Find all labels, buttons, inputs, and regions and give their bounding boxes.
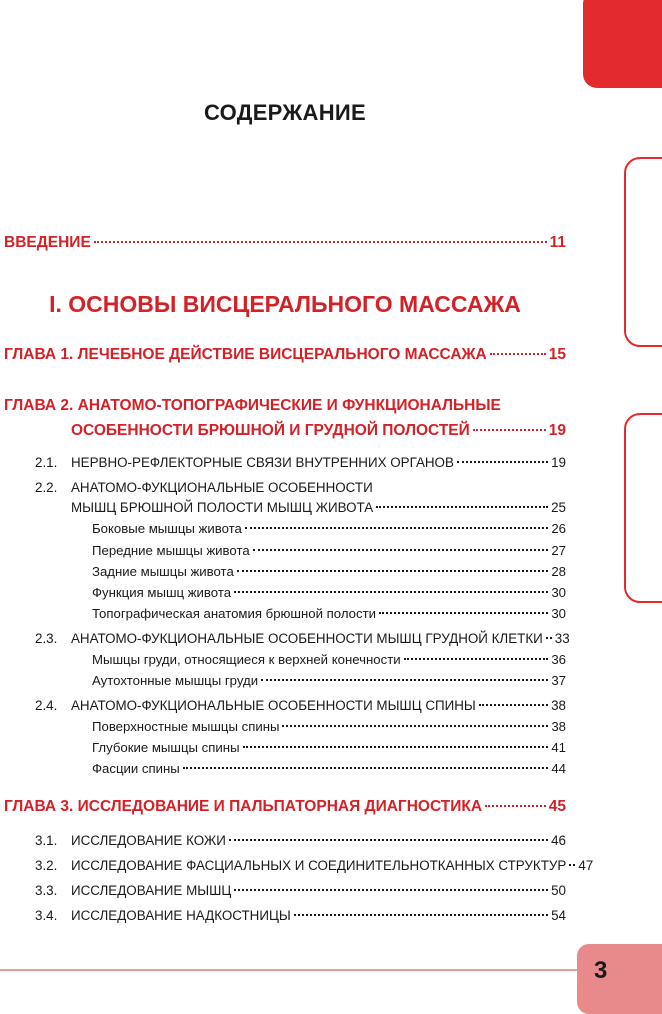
- toc-page: 25: [551, 500, 566, 515]
- toc-entry-subsection[interactable]: [92, 521, 566, 536]
- toc-page: 38: [551, 719, 566, 734]
- dot-leader: [94, 241, 547, 243]
- chapter-2-title-line1[interactable]: ГЛАВА 2. АНАТОМО-ТОПОГРАФИЧЕСКИЕ И ФУНКЦИОНАЛЬНЫЕ: [4, 397, 501, 414]
- toc-page: 15: [548, 346, 566, 363]
- toc-entry-subsection[interactable]: [92, 543, 566, 558]
- toc-page: 19: [551, 455, 566, 470]
- toc-entry-section-3-2[interactable]: [71, 858, 594, 873]
- toc-entry-subsection[interactable]: [92, 585, 566, 600]
- toc-page: 36: [551, 652, 566, 667]
- dot-leader: [237, 570, 549, 572]
- toc-entry-intro[interactable]: [4, 234, 566, 252]
- dot-leader: [379, 612, 548, 614]
- dot-leader: [473, 429, 546, 431]
- toc-entry-subsection[interactable]: [92, 719, 566, 734]
- toc-page: 27: [551, 543, 566, 558]
- toc-page: 47: [578, 858, 594, 873]
- toc-page: 26: [551, 521, 566, 536]
- part-title: I. ОСНОВЫ ВИСЦЕРАЛЬНОГО МАССАЖА: [49, 291, 521, 317]
- dot-leader: [376, 506, 548, 508]
- toc-entry-subsection[interactable]: [92, 740, 566, 755]
- page-number: 3: [594, 957, 608, 984]
- toc-entry-chapter-1[interactable]: [4, 346, 566, 364]
- section-number: 2.4.: [35, 698, 58, 713]
- toc-label: Функция мышц живота: [92, 585, 232, 600]
- dot-leader: [490, 353, 546, 355]
- dot-leader: [282, 725, 548, 727]
- page-number-tab: [577, 944, 662, 1014]
- toc-entry-subsection[interactable]: [92, 761, 566, 776]
- toc-label: НЕРВНО-РЕФЛЕКТОРНЫЕ СВЯЗИ ВНУТРЕННИХ ОРГАНОВ: [71, 455, 454, 470]
- dot-leader: [457, 461, 548, 463]
- section-number: 3.2.: [35, 858, 58, 873]
- toc-label: Фасции спины: [92, 761, 180, 776]
- toc-label: ИССЛЕДОВАНИЕ НАДКОСТНИЦЫ: [71, 908, 291, 923]
- section-number: 3.3.: [35, 883, 58, 898]
- dot-leader: [229, 839, 548, 841]
- toc-entry-section-2-2[interactable]: [71, 500, 566, 515]
- toc-entry-subsection[interactable]: [92, 652, 566, 667]
- toc-label: Мышцы груди, относящиеся к верхней конечности: [92, 652, 401, 667]
- dot-leader: [234, 591, 548, 593]
- toc-entry-section-2-3[interactable]: [71, 631, 570, 646]
- toc-label: Задние мышцы живота: [92, 564, 234, 579]
- toc-label: ИССЛЕДОВАНИЕ МЫШЦ: [71, 883, 232, 898]
- toc-label: Передние мышцы живота: [92, 543, 250, 558]
- toc-page: 33: [554, 631, 570, 646]
- section-number: 2.3.: [35, 631, 58, 646]
- toc-entry-section-2-4[interactable]: [71, 698, 566, 713]
- toc-label: ИССЛЕДОВАНИЕ ФАСЦИАЛЬНЫХ И СОЕДИНИТЕЛЬНОТКАННЫХ СТРУКТУР: [71, 858, 567, 873]
- toc-entry-section-2-1[interactable]: [71, 455, 566, 470]
- side-tab-lower: [624, 413, 662, 603]
- dot-leader: [183, 767, 549, 769]
- toc-label: Топографическая анатомия брюшной полости: [92, 606, 377, 621]
- toc-label: МЫШЦ БРЮШНОЙ ПОЛОСТИ МЫШЦ ЖИВОТА: [71, 500, 374, 515]
- toc-page: 30: [551, 606, 566, 621]
- dot-leader: [261, 679, 548, 681]
- toc-page: 19: [548, 422, 566, 439]
- toc-page: 50: [551, 883, 566, 898]
- footer-rule: [0, 969, 600, 971]
- toc-label: ГЛАВА 3. ИССЛЕДОВАНИЕ И ПАЛЬПАТОРНАЯ ДИАГНОСТИКА: [4, 798, 483, 815]
- toc-label: Глубокие мышцы спины: [92, 740, 240, 755]
- toc-entry-chapter-3[interactable]: [4, 798, 566, 816]
- section-number: 3.4.: [35, 908, 58, 923]
- toc-page: 46: [551, 833, 566, 848]
- toc-label: АНАТОМО-ФУКЦИОНАЛЬНЫЕ ОСОБЕННОСТИ МЫШЦ СПИНЫ: [71, 698, 476, 713]
- toc-page: 11: [549, 234, 566, 251]
- dot-leader: [234, 889, 548, 891]
- toc-label: ГЛАВА 1. ЛЕЧЕБНОЕ ДЕЙСТВИЕ ВИСЦЕРАЛЬНОГО МАССАЖА: [4, 346, 487, 363]
- toc-entry-subsection[interactable]: [92, 564, 566, 579]
- section-number: 2.2.: [35, 480, 58, 495]
- toc-label: ИССЛЕДОВАНИЕ КОЖИ: [71, 833, 226, 848]
- dot-leader: [569, 864, 575, 866]
- dot-leader: [253, 549, 549, 551]
- dot-leader: [404, 658, 549, 660]
- toc-entry-subsection[interactable]: [92, 606, 566, 621]
- toc-label: Поверхностные мышцы спины: [92, 719, 280, 734]
- section-number: 3.1.: [35, 833, 58, 848]
- toc-page: 54: [551, 908, 566, 923]
- toc-label: АНАТОМО-ФУКЦИОНАЛЬНЫЕ ОСОБЕННОСТИ МЫШЦ ГРУДНОЙ КЛЕТКИ: [71, 631, 543, 646]
- dot-leader: [485, 805, 546, 807]
- section-number: 2.1.: [35, 455, 58, 470]
- toc-entry-chapter-2[interactable]: [71, 422, 566, 440]
- page-title: СОДЕРЖАНИЕ: [203, 100, 367, 125]
- dot-leader: [546, 637, 552, 639]
- toc-label: Аутохтонные мышцы груди: [92, 673, 259, 688]
- side-tab-upper: [624, 157, 662, 347]
- toc-entry-section-3-1[interactable]: [71, 833, 566, 848]
- corner-red-tab: [583, 0, 662, 88]
- section-2-2-title-line1[interactable]: АНАТОМО-ФУКЦИОНАЛЬНЫЕ ОСОБЕННОСТИ: [71, 480, 373, 495]
- toc-label: ВВЕДЕНИЕ: [4, 234, 91, 251]
- toc-page: 28: [551, 564, 566, 579]
- toc-page: 30: [551, 585, 566, 600]
- toc-page: 38: [551, 698, 566, 713]
- toc-entry-section-3-3[interactable]: [71, 883, 566, 898]
- dot-leader: [294, 914, 548, 916]
- toc-label: ОСОБЕННОСТИ БРЮШНОЙ И ГРУДНОЙ ПОЛОСТЕЙ: [71, 422, 470, 439]
- toc-page: 41: [551, 740, 566, 755]
- toc-entry-subsection[interactable]: [92, 673, 566, 688]
- toc-page: 45: [548, 798, 566, 815]
- toc-label: Боковые мышцы живота: [92, 521, 242, 536]
- dot-leader: [243, 746, 549, 748]
- toc-page: 37: [551, 673, 566, 688]
- dot-leader: [479, 704, 548, 706]
- toc-page: 44: [551, 761, 566, 776]
- dot-leader: [245, 527, 548, 529]
- toc-entry-section-3-4[interactable]: [71, 908, 566, 923]
